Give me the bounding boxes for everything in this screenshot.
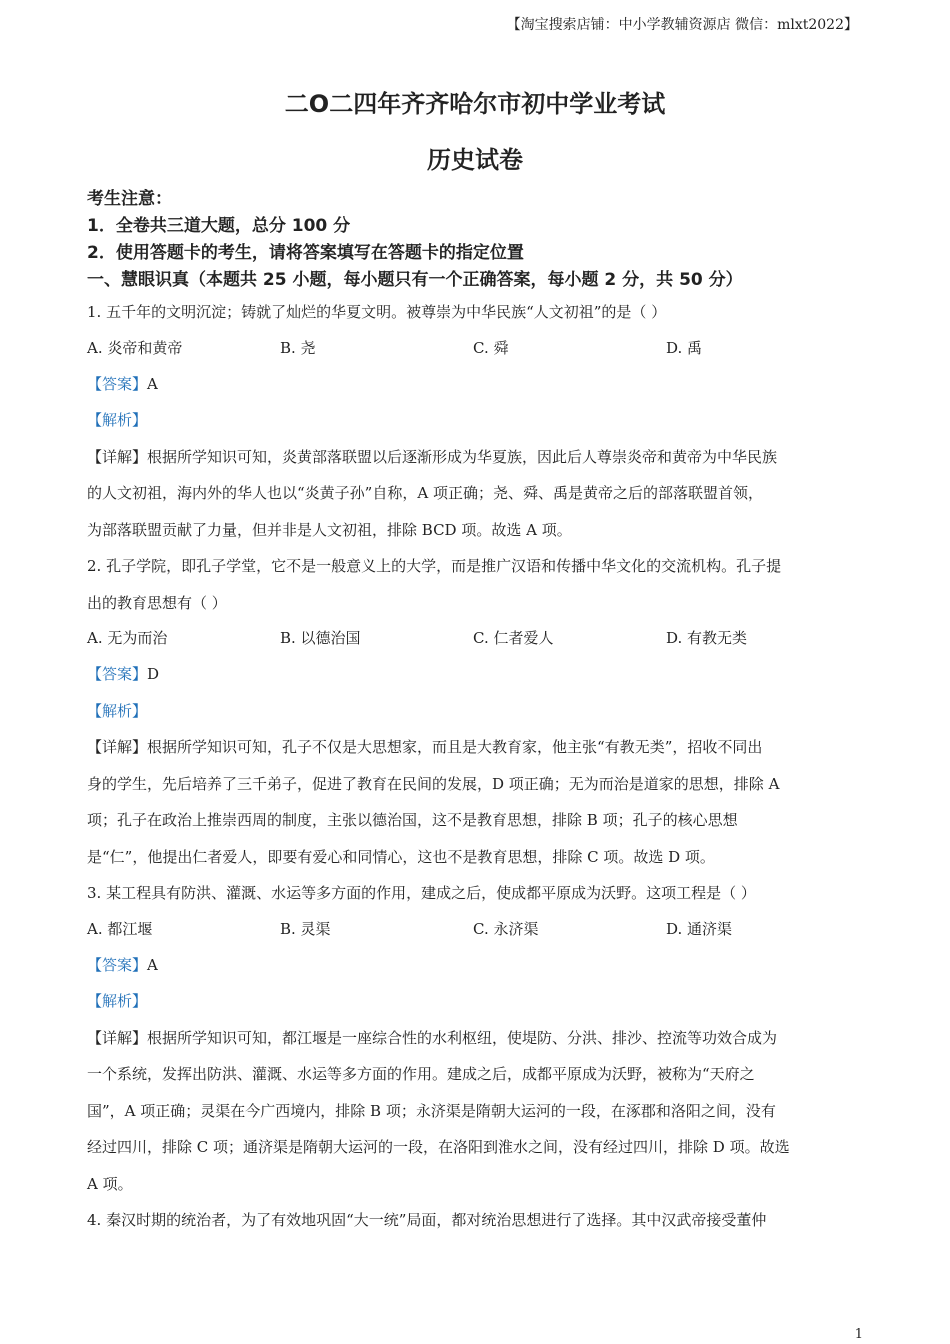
- answer-value: A: [147, 374, 158, 393]
- detail-label: 【详解】: [87, 738, 148, 756]
- option-d: D. 禹: [666, 338, 703, 357]
- option-a: A. 炎帝和黄帝: [87, 338, 183, 357]
- document-body: [87, 186, 859, 1239]
- detail-line: A 项。: [87, 1174, 133, 1193]
- answer-line: [87, 656, 859, 693]
- detail-line: 是“仁”，他提出仁者爱人，即要有爱心和同情心，这也不是教育思想，排除 C 项。故选 D 项。: [87, 847, 715, 866]
- option-d: D. 有教无类: [666, 629, 748, 647]
- section-title: 一、慧眼识真（本题共 25 小题，每小题只有一个正确答案，每小题 2 分，共 50 分）: [87, 270, 743, 290]
- answer-label: 【答案】: [87, 374, 148, 393]
- detail-label: 【详解】: [87, 447, 148, 466]
- header-note: 【淘宝搜索店铺：中小学教辅资源店 微信：mlxt2022】: [506, 17, 858, 33]
- answer-line: [87, 947, 859, 984]
- notice-heading: 考生注意：: [87, 189, 172, 209]
- analysis-label: 【解析】: [87, 701, 148, 720]
- option-a: A. 都江堰: [87, 919, 153, 938]
- question-options: [87, 331, 859, 366]
- question-stem: 3. 某工程具有防洪、灌溉、水运等多方面的作用，建成之后，使成都平原成为沃野。这项工程是（ ）: [87, 884, 756, 902]
- notice-item: 2．使用答题卡的考生，请将答案填写在答题卡的指定位置: [87, 243, 524, 263]
- option-c: C. 舜: [473, 338, 509, 357]
- option-b: B. 灵渠: [280, 919, 331, 938]
- question-3: [87, 875, 859, 1202]
- detail-line: 【详解】根据所学知识可知，孔子不仅是大思想家，而且是大教育家，他主张“有教无类”，招收不同出: [87, 738, 763, 756]
- detail-line: 国”，A 项正确；灵渠在今广西境内，排除 B 项；永济渠是隋朝大运河的一段，在涿郡和洛阳之间，没有: [87, 1101, 776, 1120]
- detail-line: 项；孔子在政治上推崇西周的制度，主张以德治国，这不是教育思想，排除 B 项；孔子的核心思想: [87, 811, 738, 829]
- answer-label: 【答案】: [87, 955, 148, 974]
- analysis-label: 【解析】: [87, 992, 148, 1010]
- question-stem: 1. 五千年的文明沉淀；铸就了灿烂的华夏文明。被尊崇为中华民族“人文初祖”的是（ ）: [87, 303, 667, 321]
- option-a: A. 无为而治: [87, 629, 168, 647]
- detail-line: 【详解】根据所学知识可知，炎黄部落联盟以后逐渐形成为华夏族，因此后人尊崇炎帝和黄帝为中华民族: [87, 447, 778, 466]
- question-stem: 2. 孔子学院，即孔子学堂，它不是一般意义上的大学，而是推广汉语和传播中华文化的交流机构。孔子提: [87, 557, 782, 575]
- option-d: D. 通济渠: [666, 919, 733, 938]
- question-options: [87, 621, 859, 656]
- analysis-label: 【解析】: [87, 411, 148, 429]
- question-2: [87, 548, 859, 875]
- answer-value: A: [147, 955, 158, 974]
- detail-label: 【详解】: [87, 1028, 148, 1047]
- option-c: C. 仁者爱人: [473, 629, 554, 647]
- page-subtitle: 历史试卷: [427, 146, 523, 174]
- answer-label: 【答案】: [87, 665, 148, 683]
- detail-line: 的人文初祖，海内外的华人也以“炎黄子孙”自称，A 项正确；尧、舜、禹是黄帝之后的部落联盟首领，: [87, 484, 763, 502]
- question-1: [87, 294, 859, 548]
- option-b: B. 尧: [280, 338, 316, 357]
- option-c: C. 永济渠: [473, 919, 539, 938]
- answer-line: [87, 366, 859, 403]
- page-title: 二O二四年齐齐哈尔市初中学业考试: [284, 90, 666, 118]
- page-number: 1: [854, 1327, 863, 1342]
- answer-value: D: [147, 665, 160, 683]
- question-stem: 4. 秦汉时期的统治者，为了有效地巩固“大一统”局面，都对统治思想进行了选择。其中汉武帝接受董仲: [87, 1211, 767, 1229]
- detail-line: 为部落联盟贡献了力量，但并非是人文初祖，排除 BCD 项。故选 A 项。: [87, 520, 572, 539]
- detail-line: 一个系统，发挥出防洪、灌溉、水运等多方面的作用。建成之后，成都平原成为沃野，被称为“天府之: [87, 1065, 755, 1083]
- detail-line: 经过四川，排除 C 项；通济渠是隋朝大运河的一段，在洛阳到淮水之间，没有经过四川，排除 D 项。故选: [87, 1138, 790, 1156]
- notice-item: 1．全卷共三道大题，总分 100 分: [87, 216, 351, 236]
- question-4: [87, 1202, 859, 1239]
- question-options: [87, 912, 859, 947]
- option-b: B. 以德治国: [280, 629, 361, 647]
- detail-line: 身的学生，先后培养了三千弟子，促进了教育在民间的发展，D 项正确；无为而治是道家的思想，排除 A: [87, 774, 780, 793]
- question-stem: 出的教育思想有（ ）: [87, 593, 227, 612]
- detail-line: 【详解】根据所学知识可知，都江堰是一座综合性的水利枢纽，使堤防、分洪、排沙、控流等功效合成为: [87, 1028, 778, 1047]
